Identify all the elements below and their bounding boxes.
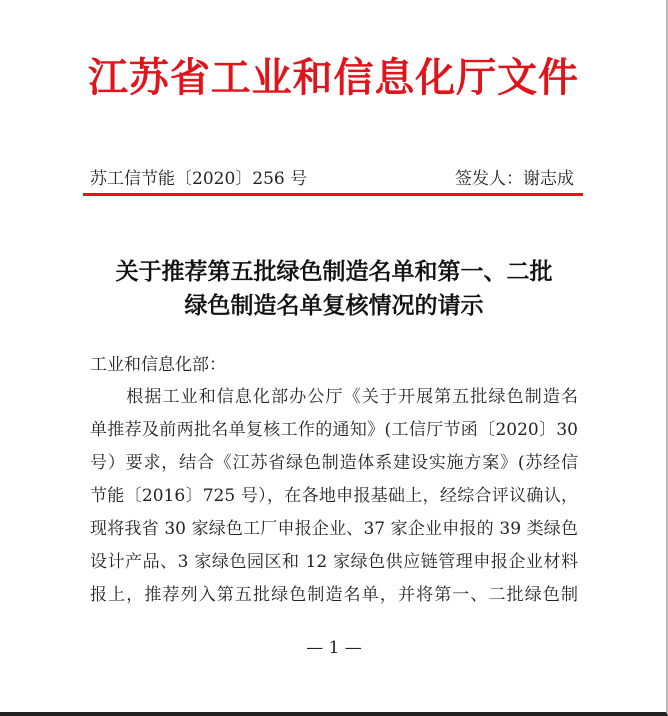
body-line: 报上，推荐列入第五批绿色制造名单，并将第一、二批绿色制 (90, 585, 578, 605)
body-line: 节能〔2016〕725 号），在各地申报基础上，经综合评议确认， (90, 486, 578, 506)
document-title-line: 绿色制造名单复核情况的请示 (184, 292, 484, 319)
signer: 签发人：谢志成 (455, 169, 574, 189)
body-line: 单推荐及前两批名单复核工作的通知》(工信厅节函〔2020〕30 (90, 420, 578, 440)
body-line: 现将我省 30 家绿色工厂申报企业、37 家企业申报的 39 类绿色 (90, 519, 578, 539)
page-number: — 1 — (306, 638, 362, 658)
body-line: 根据工业和信息化部办公厅《关于开展第五批绿色制造名 (90, 387, 578, 407)
red-divider (83, 193, 583, 196)
document-title-line: 关于推荐第五批绿色制造名单和第一、二批 (115, 258, 553, 285)
document-header-title: 江苏省工业和信息化厅文件 (88, 54, 578, 101)
document-number: 苏工信节能〔2020〕256 号 (90, 169, 308, 189)
body-line: 设计产品、3 家绿色园区和 12 家绿色供应链管理申报企业材料 (90, 552, 578, 572)
body-line: 号）要求，结合《江苏省绿色制造体系建设实施方案》(苏经信 (90, 453, 578, 473)
salutation: 工业和信息化部： (90, 355, 226, 375)
